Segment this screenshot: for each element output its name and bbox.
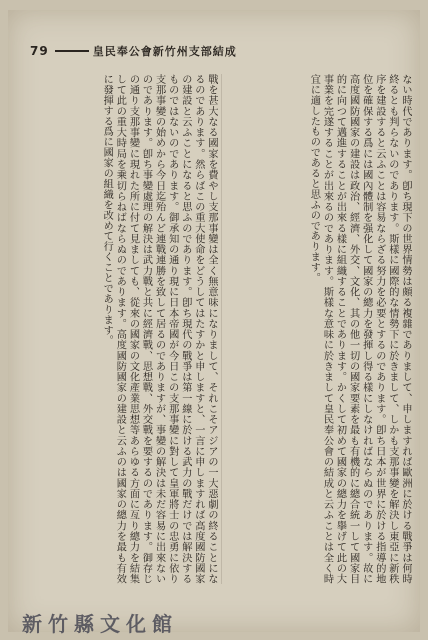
document-page [8, 10, 420, 636]
text-column-left: 戰を甚大なる國家を費やし支那事變は全く無意味になりまして、それこそアジアの一大惡劇の終ることになるのであります。然らばこの重大使命をどうしてはたすかと申しますと、一言に申しますれば高度國防國家の建設と云ふことになると思ふのであります。卽ち現代の戰爭は第一線に於ける武力の戰だけでは解決するものではないのであります。御承知の通り現に日本帝國が今日この支那事變に對して皇軍將士の忠勇に依り支那事變の始めから今日迄殆んど連戰連勝を致して居るのでありますが、事變の解決は未だ容易に出來ないのであります。卽ち事變處理の解決は武力戰と共に經濟戰、思想戰、外交戰を要するのであります。御存じの通り支那事變に現れた所に付て見ましても、從來の國家の文化產業思想等あらゆる方面に亙り總力を結集して此の重大時局を乘切らねばならぬのであります。高度國防國家の建設と云ふのは國家の總力を最も有效に發揮する爲に國家の組織を改めて行くことであります。 [101, 74, 217, 584]
library-stamp: 新竹縣文化館 [22, 612, 178, 636]
running-title: 皇民奉公會新竹州支部結成 [92, 45, 237, 58]
header-rule [55, 50, 89, 52]
column-divider [221, 74, 222, 584]
page-header [30, 40, 237, 62]
text-column-right: ない時代であります。卽ち現下の世界情勢は頗る複雜でありまして、申しますれば歐洲に於ける戰爭は何時終るとも判らないのであります。斯樣に國際的な情勢下に於きまして、しかも支那事變を解決し東亞に新秩序を建設すると云ふことは容易ならざる努力を必要とするのであります。卽ち日本が世界に於ける指導的地位を確保する爲には國內體制を强化して國家の總力を發揮し得る樣にしなければならぬのであります。故に高度國防國家の建設は政治、經濟、外交、文化、其の他一切の國家要素を最も有機的に總合統一して國家目的に向つて邁進することが出來る樣に組織することであります。かくして初めて國家の總力を擧げて此の大事業を完遂することが出來るのであります。斯樣な意味に於きまして皇民奉公會の結成と云ふことは全く時宜に適したものであると思ふのであります。 [308, 74, 411, 584]
page-number: 79 [30, 44, 49, 58]
